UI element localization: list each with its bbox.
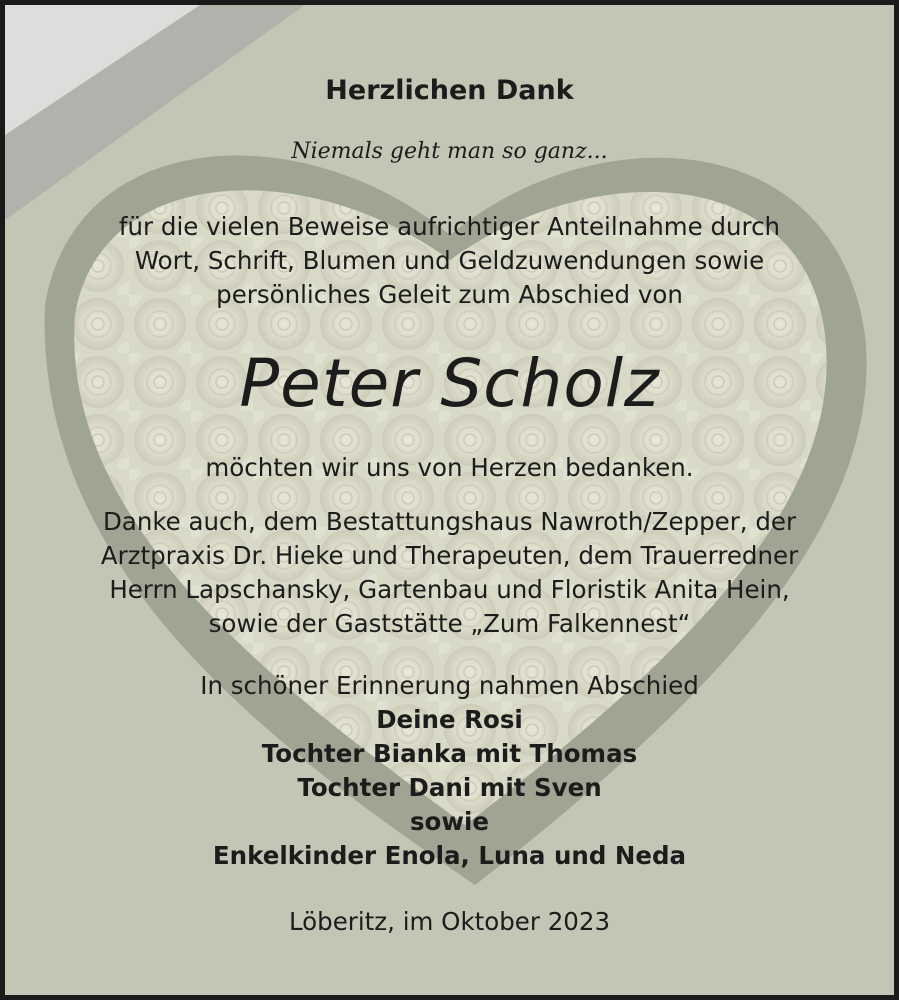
acknowledgement-line-1: Danke auch, dem Bestattungshaus Nawroth/Zepper, der bbox=[102, 507, 797, 536]
intro-line-3: persönliches Geleit zum Abschied von bbox=[216, 280, 683, 309]
acknowledgement-line-4: sowie der Gaststätte „Zum Falkennest“ bbox=[208, 609, 691, 638]
acknowledgement-line-2: Arztpraxis Dr. Hieke und Therapeuten, dem Trauerredner bbox=[100, 541, 799, 570]
mourner-line-1: Deine Rosi bbox=[376, 705, 523, 734]
mourner-line-3: Tochter Dani mit Sven bbox=[297, 773, 602, 802]
mourner-line-2: Tochter Bianka mit Thomas bbox=[261, 739, 638, 768]
memory-line: In schöner Erinnerung nahmen Abschied bbox=[200, 671, 699, 700]
mourner-line-4: sowie bbox=[409, 807, 490, 836]
mourner-line-5: Enkelkinder Enola, Luna und Neda bbox=[212, 841, 687, 870]
intro-line-2: Wort, Schrift, Blumen und Geldzuwendungen sowie bbox=[134, 246, 765, 275]
thanks-line: möchten wir uns von Herzen bedanken. bbox=[205, 453, 694, 482]
acknowledgement-line-3: Herrn Lapschansky, Gartenbau und Floristik Anita Hein, bbox=[109, 575, 790, 604]
intro-line-1: für die vielen Beweise aufrichtiger Anteilnahme durch bbox=[118, 212, 781, 241]
subheading: Niemals geht man so ganz... bbox=[291, 139, 608, 164]
obituary-text bbox=[5, 5, 894, 995]
place-date: Löberitz, im Oktober 2023 bbox=[288, 907, 611, 936]
heading: Herzlichen Dank bbox=[325, 75, 574, 106]
deceased-name: Peter Scholz bbox=[239, 345, 660, 422]
